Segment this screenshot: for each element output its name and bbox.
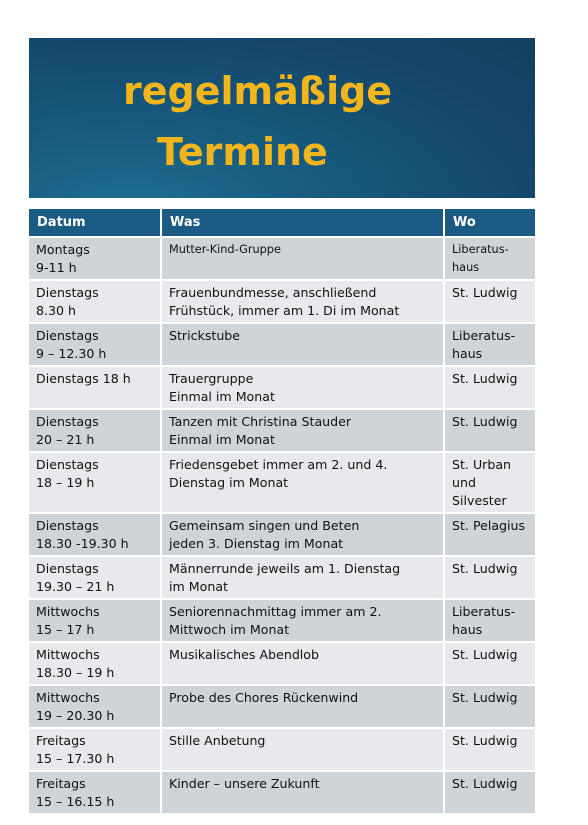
column-header-wo: Wo [444,209,535,237]
cell-datum: Dienstags 20 – 21 h [29,409,161,452]
cell-datum: Montags 9-11 h [29,237,161,280]
cell-datum: Mittwochs 18.30 – 19 h [29,642,161,685]
cell-datum: Freitags 15 – 16.15 h [29,771,161,814]
table-row [29,642,535,685]
cell-datum: Dienstags 8.30 h [29,280,161,323]
cell-was: Tanzen mit Christina Stauder Einmal im Monat [161,409,444,452]
table-row [29,513,535,556]
cell-wo: St. Ludwig [444,366,535,409]
cell-was: Musikalisches Abendlob [161,642,444,685]
table-row [29,556,535,599]
cell-wo: Liberatus- haus [444,323,535,366]
table-row [29,685,535,728]
table-header-row [29,209,535,237]
cell-was: Strickstube [161,323,444,366]
cell-wo: St. Ludwig [444,685,535,728]
cell-wo: St. Pelagius [444,513,535,556]
cell-datum: Dienstags 18 – 19 h [29,452,161,513]
page-title [29,38,535,198]
cell-was: Gemeinsam singen und Beten jeden 3. Dienstag im Monat [161,513,444,556]
column-header-datum: Datum [29,209,161,237]
cell-was: Trauergruppe Einmal im Monat [161,366,444,409]
cell-datum: Dienstags 18 h [29,366,161,409]
table-row [29,409,535,452]
table-row [29,599,535,642]
cell-datum: Freitags 15 – 17.30 h [29,728,161,771]
cell-datum: Dienstags 18.30 -19.30 h [29,513,161,556]
table-row [29,237,535,280]
cell-wo: St. Urban und Silvester [444,452,535,513]
cell-wo: St. Ludwig [444,771,535,814]
cell-was: Mutter-Kind-Gruppe [161,237,444,280]
cell-wo: St. Ludwig [444,280,535,323]
cell-was: Seniorennachmittag immer am 2. Mittwoch im Monat [161,599,444,642]
schedule-table [29,209,535,815]
table-row [29,280,535,323]
cell-wo: St. Ludwig [444,409,535,452]
cell-wo: Liberatus- haus [444,599,535,642]
title-line-2: Termine [157,130,328,174]
cell-wo: St. Ludwig [444,728,535,771]
title-line-1: regelmäßige [123,69,393,113]
cell-wo: St. Ludwig [444,642,535,685]
cell-datum: Mittwochs 19 – 20.30 h [29,685,161,728]
cell-datum: Dienstags 19.30 – 21 h [29,556,161,599]
cell-datum: Dienstags 9 – 12.30 h [29,323,161,366]
table-row [29,771,535,814]
table-row [29,366,535,409]
table-row [29,452,535,513]
title-banner [29,38,535,198]
cell-wo: St. Ludwig [444,556,535,599]
cell-was: Frauenbundmesse, anschließend Frühstück, immer am 1. Di im Monat [161,280,444,323]
cell-was: Probe des Chores Rückenwind [161,685,444,728]
cell-datum: Mittwochs 15 – 17 h [29,599,161,642]
cell-was: Stille Anbetung [161,728,444,771]
column-header-was: Was [161,209,444,237]
table-row [29,323,535,366]
cell-wo: Liberatus- haus [444,237,535,280]
cell-was: Friedensgebet immer am 2. und 4. Dienstag im Monat [161,452,444,513]
cell-was: Männerrunde jeweils am 1. Dienstag im Monat [161,556,444,599]
table-row [29,728,535,771]
cell-was: Kinder – unsere Zukunft [161,771,444,814]
